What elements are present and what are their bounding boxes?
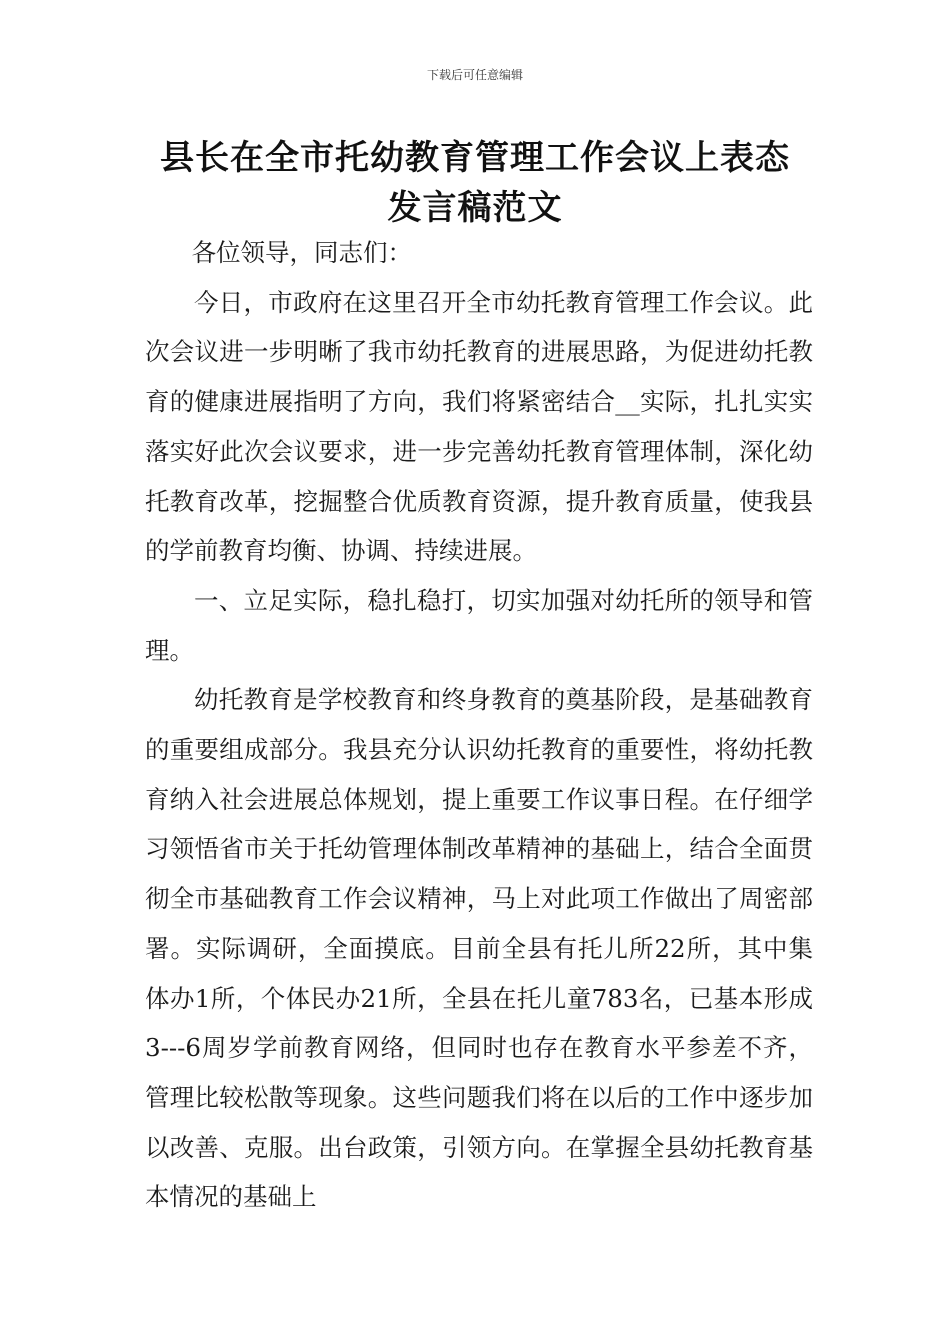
salutation: 各位领导，同志们： — [191, 238, 413, 267]
paragraph-intro: 今日，市政府在这里召开全市幼托教育管理工作会议。此次会议进一步明晰了我市幼托教育的进展思路，为促进幼托教育的健康进展指明了方向，我们将紧密结合__实际，扎扎实实落实好此次会议要求，进一步完善幼托教育管理体制，深化幼托教育改革，挖掘整合优质教育资源，提升教育质量，使我县的学前教育均衡、协调、持续进展。 — [145, 287, 813, 566]
document-body — [145, 228, 813, 1222]
document-title-line-2: 发言稿范文 — [387, 188, 563, 228]
header-note: 下载后可任意编辑 — [426, 68, 523, 82]
document-title-line-1: 县长在全市托幼教育管理工作会议上表态 — [160, 138, 790, 178]
paragraph-section-1: 幼托教育是学校教育和终身教育的奠基阶段，是基础教育的重要组成部分。我县充分认识幼托教育的重要性，将幼托教育纳入社会进展总体规划，提上重要工作议事日程。在仔细学习领悟省市关于托幼管理体制改革精神的基础上，结合全面贯彻全市基础教育工作会议精神，马上对此项工作做出了周密部署。实际调研，全面摸底。目前全县有托儿所22所，其中集体办1所，个体民办21所，全县在托儿童783名，已基本形成3---6周岁学前教育网络，但同时也存在教育水平参差不齐，管理比较松散等现象。这些问题我们将在以后的工作中逐步加以改善、克服。出台政策，引领方向。在掌握全县幼托教育基本情况的基础上 — [145, 685, 813, 1212]
section-heading-1: 一、立足实际，稳扎稳打，切实加强对幼托所的领导和管理。 — [145, 585, 813, 665]
